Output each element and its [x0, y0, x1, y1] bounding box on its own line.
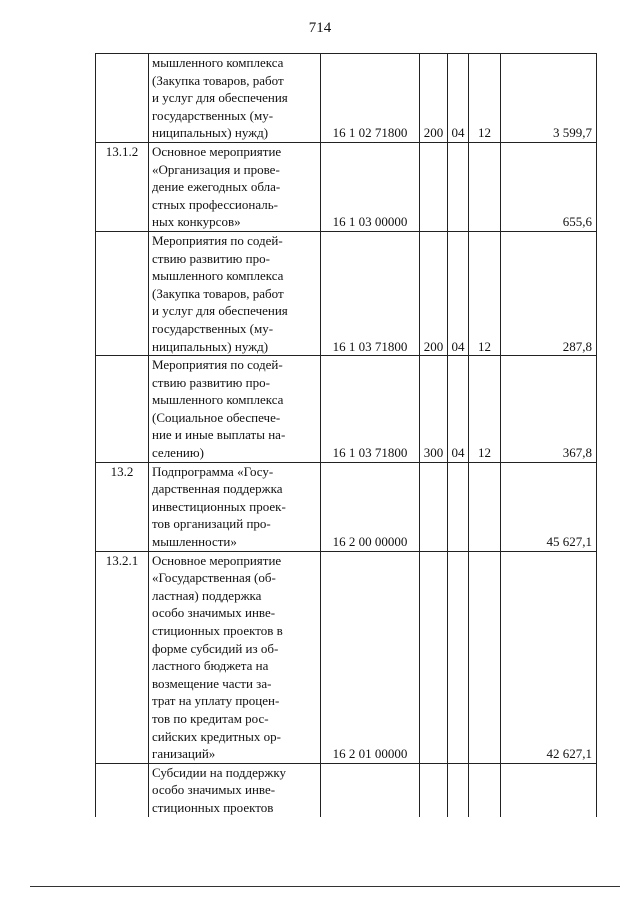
row-section: 04 [448, 54, 469, 143]
row-expense-type: 300 [420, 356, 448, 463]
row-name-line: Мероприятия по содей- [152, 232, 283, 248]
row-name-line: (Закупка товаров, работ [152, 72, 284, 88]
row-name-line: особо значимых инве- [152, 605, 276, 621]
row-target-code: 16 2 00 00000 [321, 462, 420, 551]
row-subsection [469, 462, 501, 551]
row-number [96, 763, 149, 816]
row-name-line: трат на уплату процен- [152, 693, 280, 709]
row-amount: 655,6 [501, 142, 597, 231]
row-expense-type [420, 551, 448, 763]
row-name-line: (Закупка товаров, работ [152, 285, 284, 301]
row-expense-type [420, 462, 448, 551]
row-name-line: селению) [152, 445, 204, 461]
row-name-line: и услуг для обеспечения [152, 303, 288, 319]
row-amount [501, 763, 597, 816]
row-amount: 287,8 [501, 231, 597, 355]
page-number: 714 [308, 20, 332, 36]
row-subsection [469, 763, 501, 816]
row-target-code: 16 1 03 71800 [321, 356, 420, 463]
row-subsection [469, 142, 501, 231]
row-number [96, 231, 149, 355]
row-name-line: ганизаций» [152, 746, 216, 762]
row-name-line: Основное мероприятие [152, 552, 282, 568]
row-name-line: тов по кредитам рос- [152, 710, 269, 726]
row-name [149, 763, 321, 816]
row-name-line: «Государственная (об- [152, 570, 276, 586]
row-name [149, 142, 321, 231]
table-row [96, 462, 597, 551]
row-name-line: ние и иные выплаты на- [152, 427, 286, 443]
row-section [448, 763, 469, 816]
budget-table [95, 53, 597, 817]
row-name-line: Подпрограмма «Госу- [152, 463, 274, 479]
footer-rule [30, 886, 620, 887]
row-name-line: стиционных проектов [152, 799, 274, 815]
row-name [149, 54, 321, 143]
row-name-line: инвестиционных проек- [152, 498, 286, 514]
row-section: 04 [448, 356, 469, 463]
row-name-line: Основное мероприятие [152, 143, 282, 159]
row-name-line: ластная) поддержка [152, 587, 262, 603]
row-amount: 367,8 [501, 356, 597, 463]
row-section [448, 142, 469, 231]
row-name [149, 231, 321, 355]
row-name-line: дарственная поддержка [152, 481, 283, 497]
row-expense-type [420, 142, 448, 231]
row-name [149, 551, 321, 763]
row-number [96, 54, 149, 143]
row-name-line: возмещение части за- [152, 675, 272, 691]
row-name-line: ластного бюджета на [152, 658, 269, 674]
row-name-line: форме субсидий из об- [152, 640, 279, 656]
table-row [96, 356, 597, 463]
row-name-line: мышленного комплекса [152, 268, 284, 284]
row-name-line: мышленного комплекса [152, 55, 284, 70]
row-name-line: особо значимых инве- [152, 782, 276, 798]
row-name-line: Субсидии на поддержку [152, 764, 286, 780]
row-section: 04 [448, 231, 469, 355]
row-name [149, 356, 321, 463]
row-name-line: тов организаций про- [152, 516, 271, 532]
row-number: 13.1.2 [96, 142, 149, 231]
row-name-line: ных конкурсов» [152, 214, 241, 230]
row-section [448, 551, 469, 763]
row-subsection: 12 [469, 356, 501, 463]
row-target-code: 16 1 03 71800 [321, 231, 420, 355]
row-expense-type: 200 [420, 231, 448, 355]
row-name-line: «Организация и прове- [152, 161, 280, 177]
table-row [96, 231, 597, 355]
table-row [96, 54, 597, 143]
row-name-line: и услуг для обеспечения [152, 90, 288, 106]
row-target-code [321, 763, 420, 816]
row-name-line: ниципальных) нужд) [152, 338, 269, 354]
row-section [448, 462, 469, 551]
row-name-line: мышленного комплекса [152, 392, 284, 408]
row-amount: 45 627,1 [501, 462, 597, 551]
table-row [96, 142, 597, 231]
row-subsection: 12 [469, 231, 501, 355]
row-expense-type: 200 [420, 54, 448, 143]
row-target-code: 16 1 02 71800 [321, 54, 420, 143]
row-name-line: ниципальных) нужд) [152, 125, 269, 141]
row-number: 13.2 [96, 462, 149, 551]
row-name-line: стиционных проектов в [152, 623, 283, 638]
table-row [96, 763, 597, 816]
row-name-line: государственных (му- [152, 320, 274, 336]
row-expense-type [420, 763, 448, 816]
row-name-line: ствию развитию про- [152, 250, 270, 266]
row-number: 13.2.1 [96, 551, 149, 763]
row-amount: 3 599,7 [501, 54, 597, 143]
row-name-line: дение ежегодных обла- [152, 179, 281, 195]
row-name [149, 462, 321, 551]
row-name-line: ствию развитию про- [152, 374, 270, 390]
row-name-line: (Социальное обеспече- [152, 409, 281, 425]
row-name-line: стных профессиональ- [152, 196, 278, 212]
row-subsection [469, 551, 501, 763]
row-name-line: государственных (му- [152, 107, 274, 123]
table-row [96, 551, 597, 763]
row-amount: 42 627,1 [501, 551, 597, 763]
row-name-line: сийских кредитных ор- [152, 728, 281, 744]
row-name-line: Мероприятия по содей- [152, 357, 283, 373]
row-target-code: 16 1 03 00000 [321, 142, 420, 231]
row-subsection: 12 [469, 54, 501, 143]
row-number [96, 356, 149, 463]
row-target-code: 16 2 01 00000 [321, 551, 420, 763]
row-name-line: мышленности» [152, 534, 237, 550]
